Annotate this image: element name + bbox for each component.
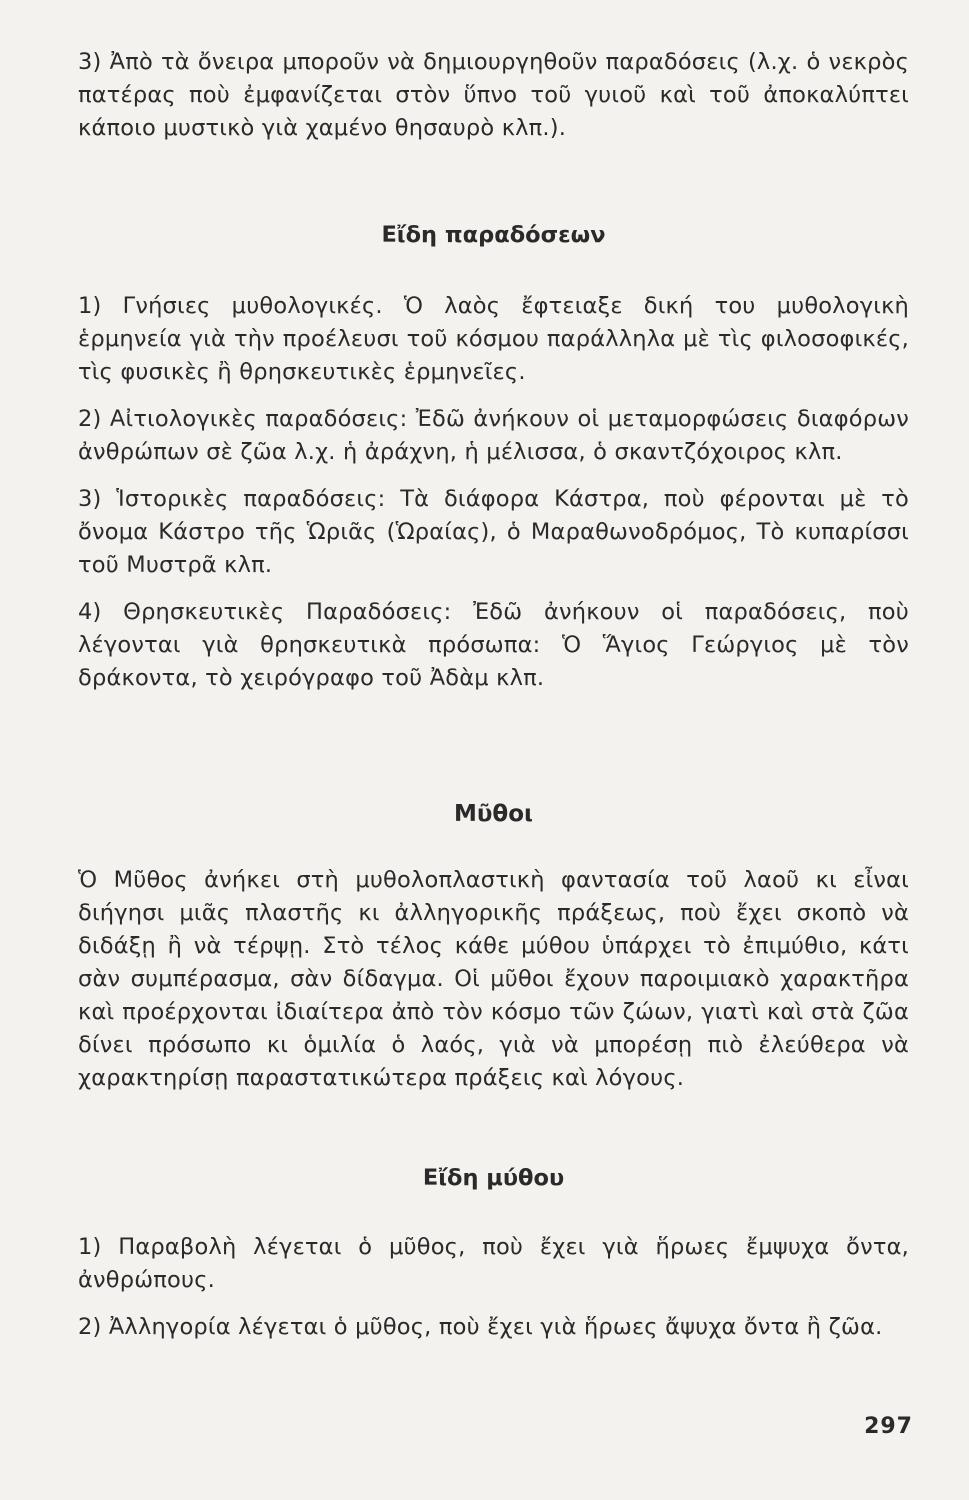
intro-item-3: 3) Ἀπὸ τὰ ὄνειρα μποροῦν νὰ δημιουργηθοῦν παραδόσεις (λ.χ. ὁ νεκρὸς πατέρας ποὺ ἐμφανίζεται στὸν ὕπνο τοῦ γυιοῦ καὶ τοῦ ἀποκαλύπτει κάποιο μυστικὸ γιὰ χαμένο θησαυρὸ κλπ.). [78, 49, 909, 141]
myths-body: Ὁ Μῦθος ἀνήκει στὴ μυθολοπλαστικὴ φαντασία τοῦ λαοῦ κι εἶναι διήγησι μιᾶς πλαστῆς κι ἀλληγορικῆς πράξεως, ποὺ ἔχει σκοπὸ νὰ διδάξῃ ἢ νὰ τέρψῃ. Στὸ τέλος κάθε μύθου ὑπάρχει τὸ ἐπιμύθιο, κάτι σὰν συμπέρασμα, σὰν δίδαγμα. Οἱ μῦθοι ἔχουν παροιμιακὸ χαρακτῆρα καὶ προέρχονται ἰδιαίτερα ἀπὸ τὸν κόσμο τῶν ζώων, γιατὶ καὶ στὰ ζῶα δίνει πρόσωπο κι ὁμιλία ὁ λαός, γιὰ νὰ μπορέσῃ πιὸ ἐλεύθερα νὰ χαρακτηρίσῃ παραστατικώτερα πράξεις καὶ λόγους. [78, 867, 909, 1091]
page-number: 297 [864, 1414, 913, 1439]
heading-myths: Μῦθοι [454, 801, 533, 827]
tradition-type-4: 4) Θρησκευτικὲς Παραδόσεις: Ἐδῶ ἀνήκουν οἱ παραδόσεις, ποὺ λέγονται γιὰ θρησκευτικὰ πρόσωπα: Ὁ Ἅγιος Γεώργιος μὲ τὸν δράκοντα, τὸ χειρόγραφο τοῦ Ἀδὰμ κλπ. [78, 599, 909, 691]
heading-types-of-traditions: Εἴδη παραδόσεων [381, 222, 606, 248]
myth-type-1: 1) Παραβολὴ λέγεται ὁ μῦθος, ποὺ ἔχει γιὰ ἥρωες ἔμψυχα ὄντα, ἀνθρώπους. [78, 1234, 909, 1293]
tradition-type-3: 3) Ἱστορικὲς παραδόσεις: Τὰ διάφορα Κάστρα, ποὺ φέρονται μὲ τὸ ὄνομα Κάστρο τῆς Ὡριᾶς (Ὡραίας), ὁ Μαραθωνοδρόμος, Τὸ κυπαρίσσι τοῦ Μυστρᾶ κλπ. [78, 486, 909, 578]
tradition-type-2: 2) Αἰτιολογικὲς παραδόσεις: Ἐδῶ ἀνήκουν οἱ μεταμορφώσεις διαφόρων ἀνθρώπων σὲ ζῶα λ.χ. ἡ ἀράχνη, ἡ μέλισσα, ὁ σκαντζόχοιρος κλπ. [78, 406, 909, 465]
myth-type-2: 2) Ἀλληγορία λέγεται ὁ μῦθος, ποὺ ἔχει γιὰ ἥρωες ἄψυχα ὄντα ἢ ζῶα. [78, 1314, 883, 1340]
heading-types-of-myth: Εἴδη μύθου [422, 1165, 565, 1191]
tradition-type-1: 1) Γνήσιες μυθολογικές. Ὁ λαὸς ἔφτειαξε δική του μυθολογικὴ ἑρμηνεία γιὰ τὴν προέλευσι τοῦ κόσμου παράλληλα μὲ τὶς φιλοσοφικές, τὶς φυσικὲς ἢ θρησκευτικὲς ἑρμηνεῖες. [78, 293, 909, 385]
